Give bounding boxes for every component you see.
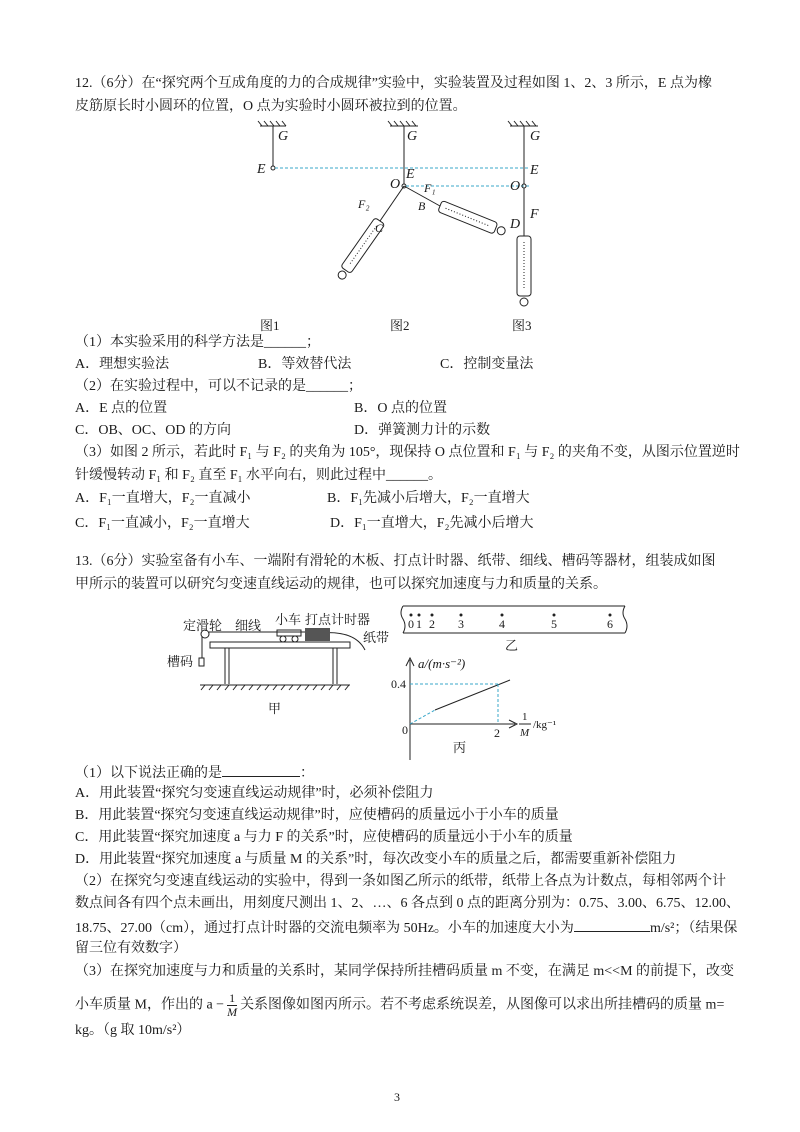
label-o2: O <box>390 177 401 192</box>
caption-fig3: 图3 <box>512 318 532 333</box>
label-b: B <box>418 199 426 213</box>
caption-yi: 乙 <box>505 638 519 653</box>
tape-point-label: 1 <box>416 617 422 631</box>
label-f2: F₂ <box>358 197 370 211</box>
label-origin: 0 <box>402 723 408 737</box>
label-g3: G <box>530 129 541 144</box>
label-d: D <box>510 217 521 232</box>
tape-point-label: 6 <box>607 617 613 631</box>
caption-fig1: 图1 <box>260 318 280 333</box>
label-g2: G <box>407 129 418 144</box>
label-timer: 打点计时器 <box>305 612 371 627</box>
label-e2: E <box>406 167 415 182</box>
tape-point-label: 0 <box>408 617 414 631</box>
q13-part3-line1: （3）在探究加速度与力和质量的关系时，某同学保持所挂槽码质量 m 不变，在满足 m<<M 的前提下，改变 <box>75 964 735 979</box>
label-g1: G <box>278 129 289 144</box>
q12-part3-line1: （3）如图 2 所示，若此时 F₁ 与 F₂ 的夹角为 105°，现保持 O 点位置和 F₁ 与 F₂ 的夹角不变，从图示位置逆时 <box>75 445 740 460</box>
q13-part1: （1）以下说法正确的是 ： <box>75 762 314 784</box>
q13-part2-line1: （2）在探究匀变速直线运动的实验中，得到一条如图乙所示的纸带，纸带上各点为计数点，每相邻两个计 <box>75 874 726 889</box>
label-o3: O <box>510 179 521 194</box>
label-xlabel-den: M <box>520 727 530 739</box>
q13-stem-line2: 甲所示的装置可以研究匀变速直线运动的规律，也可以探究加速度与力和质量的关系。 <box>75 577 607 592</box>
caption-jia: 甲 <box>268 701 282 716</box>
label-tape: 纸带 <box>363 630 390 645</box>
label-pulley: 定滑轮 <box>183 618 223 633</box>
q12-p3-option-c: C．F₁一直减小，F₂一直增大 <box>75 516 250 531</box>
q13-p1-option-a: A．用此装置“探究匀变速直线运动规律”时，必须补偿阻力 <box>75 786 434 801</box>
q13-part2-line3: 18.75、27.00（cm），通过打点计时器的交流电频率为 50Hz。小车的加速度大小为 m/s²；（结果保 <box>75 917 737 939</box>
label-ylabel: a/(m·s⁻²) <box>418 656 466 671</box>
q12-p3-option-a: A．F₁一直增大，F₂一直减小 <box>75 491 251 506</box>
page-number: 3 <box>394 1090 400 1104</box>
tape-point-label: 4 <box>499 617 505 631</box>
q12-stem-line1: 12.（6分）在“探究两个互成角度的力的合成规律”实验中，实验装置及过程如图 1、2、3 所示，E 点为橡 <box>75 76 712 91</box>
q12-p2-option-c: C．OB、OC、OD 的方向 <box>75 423 231 438</box>
label-f: F <box>530 207 539 222</box>
q12-p1-option-a: A．理想实验法 <box>75 357 170 372</box>
q12-p2-option-b: B．O 点的位置 <box>354 401 447 416</box>
q13-p1-option-d: D．用此装置“探究加速度 a 与质量 M 的关系”时，每次改变小车的质量之后，都需要重新补偿阻力 <box>75 852 677 867</box>
q13-figure <box>165 600 675 760</box>
q12-p3-option-d: D．F₁一直增大，F₂先减小后增大 <box>330 516 534 531</box>
q12-p2-option-a: A．E 点的位置 <box>75 401 168 416</box>
q12-p1-option-c: C．控制变量法 <box>440 357 534 372</box>
q12-part2: （2）在实验过程中，可以不记录的是______； <box>75 379 362 394</box>
q12-part3-line2: 针缓慢转动 F₁ 和 F₂ 直至 F₁ 水平向右，则此过程中______。 <box>75 468 442 483</box>
q13-part2-line2: 数点间各有四个点未画出，用刻度尺测出 1、2、…、6 各点到 0 点的距离分别为：0.75、3.00、6.75、12.00、 <box>75 896 740 911</box>
label-xtick: 2 <box>494 726 500 740</box>
q13-p1-option-c: C．用此装置“探究加速度 a 与力 F 的关系”时，应使槽码的质量远小于小车的质量 <box>75 830 573 845</box>
tape-point-label: 2 <box>429 617 435 631</box>
q13-stem-line1: 13.（6分）实验室备有小车、一端附有滑轮的木板、打点计时器、纸带、细线、槽码等器材，组装成如图 <box>75 554 716 569</box>
q12-stem-line2: 皮筋原长时小圆环的位置，O 点为实验时小圆环被拉到的位置。 <box>75 99 467 114</box>
timer-block <box>305 628 330 641</box>
q13-p1-option-b: B．用此装置“探究匀变速直线运动规律”时，应使槽码的质量远小于小车的质量 <box>75 808 559 823</box>
tape-dots <box>408 614 613 632</box>
tape-point-label: 3 <box>458 617 464 631</box>
q12-part1: （1）本实验采用的科学方法是______； <box>75 335 320 350</box>
q12-p2-option-d: D．弹簧测力计的示数 <box>354 423 491 438</box>
q12-p3-option-b: B．F₁先减小后增大，F₂一直增大 <box>327 491 530 506</box>
q12-p1-option-b: B．等效替代法 <box>258 357 352 372</box>
q13-part3-line3: kg。（g 取 10m/s²） <box>75 1023 191 1038</box>
label-xunit: /kg⁻¹ <box>533 719 557 731</box>
q13-part2-line4: 留三位有效数字） <box>75 941 187 956</box>
label-ytick: 0.4 <box>391 677 406 691</box>
label-c: C <box>375 221 384 235</box>
label-cart: 小车 <box>275 612 302 627</box>
label-string: 细线 <box>235 618 262 633</box>
label-e3: E <box>530 163 539 178</box>
q13-part3-line2: 小车质量 M，作出的 a − $\frac{1}{M}$ 关系图像如图丙所示。若不考虑系统误差，从图像可以求出所挂槽码的质量 m= <box>75 991 725 1019</box>
caption-bing: 丙 <box>453 740 467 755</box>
label-e1: E <box>257 162 266 177</box>
caption-fig2: 图2 <box>390 318 410 333</box>
label-xlabel-num: 1 <box>522 711 528 723</box>
tape-point-label: 5 <box>551 617 557 631</box>
label-weight: 槽码 <box>167 654 194 669</box>
q12-figure <box>240 118 570 338</box>
label-f1: F₁ <box>424 181 436 195</box>
